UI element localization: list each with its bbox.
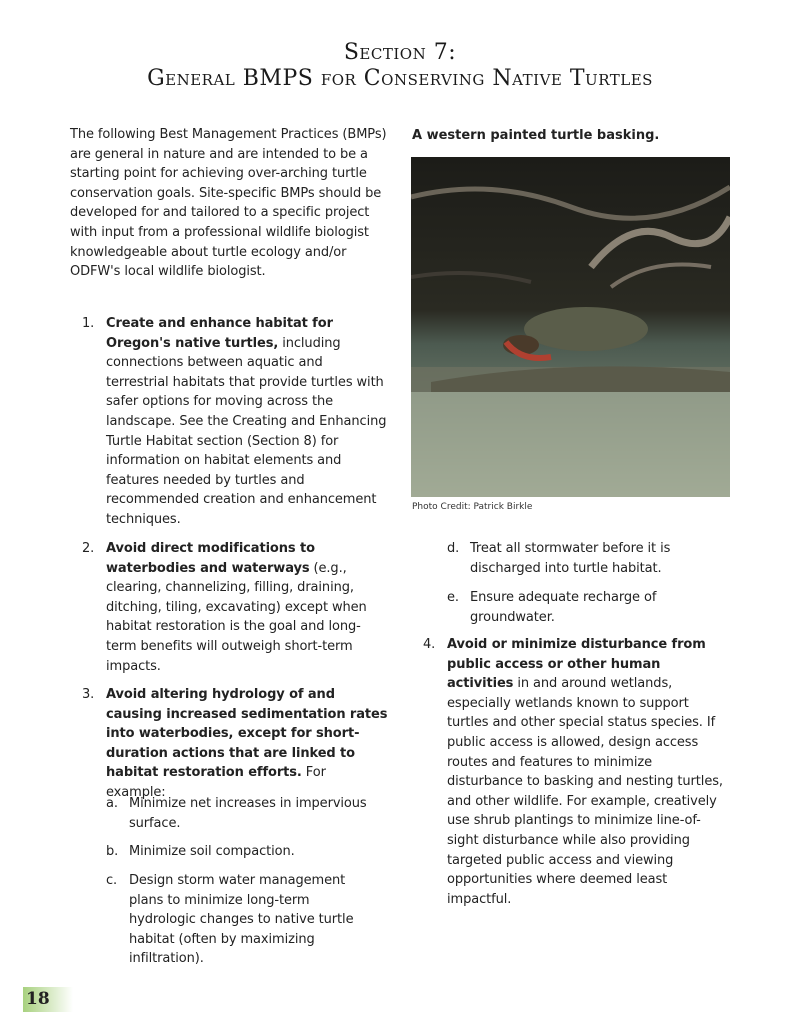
- item-number: 4.: [423, 637, 436, 652]
- item-heading: Avoid direct modifications to waterbodies and waterways: [106, 541, 315, 576]
- sub-item-letter: d.: [447, 541, 460, 556]
- sub-item-letter: c.: [106, 873, 118, 888]
- sub-item-text: Ensure adequate recharge of groundwater.: [470, 590, 657, 625]
- turtle-photo: [411, 157, 730, 497]
- item-number: 2.: [82, 541, 95, 556]
- item-text: in and around wetlands, especially wetlands known to support turtles and other special status species. If public access is allowed, design access routes and features to minimize disturbance to basking and nesting turtles, and other wildlife. For example, creatively use shrub plantings to minimize line-of-sight disturbance while also providing targeted public access and viewing opportunities where deemed least impactful.: [447, 676, 723, 907]
- sub-item-text: Minimize soil compaction.: [129, 844, 295, 859]
- sub-item-text: Minimize net increases in impervious surface.: [129, 796, 367, 831]
- section-number: Section 7:: [343, 40, 457, 65]
- turtle-shell: [524, 307, 648, 351]
- item-heading: Avoid altering hydrology of and causing increased sedimentation rates into waterbodies, except for short-duration actions that are linked to habitat restoration efforts.: [106, 687, 388, 781]
- item-text: including connections between aquatic and terrestrial habitats that provide turtles with safer options for moving across the landscape. See the Creating and Enhancing Turtle Habitat section (Section 8) for information on habitat elements and features needed by turtles and recommended creation and enhancement techniques.: [106, 335, 387, 527]
- photo-credit: Photo Credit: Patrick Birkle: [412, 502, 533, 512]
- item-number: 3.: [82, 687, 95, 702]
- sub-item-letter: a.: [106, 796, 118, 811]
- item-heading: Create and enhance habitat for Oregon's native turtles,: [106, 316, 333, 351]
- sub-item-letter: b.: [106, 844, 119, 859]
- sub-item-letter: e.: [447, 590, 459, 605]
- sub-item-text: Design storm water management plans to minimize long-term hydrologic changes to native turtle habitat (often by maximizing infiltration).: [129, 873, 354, 967]
- intro-paragraph: The following Best Management Practices (BMPs) are general in nature and are intended to be a starting point for achieving over-arching turtle conservation goals. Site-specific BMPs should be developed for and tailored to a specific project with input from a professional wildlife biologist knowledgeable about turtle ecology and/or ODFW's local wildlife biologist.: [70, 127, 387, 280]
- section-heading: General BMPS for Conserving Native Turtles: [147, 66, 653, 91]
- item-text: For example:: [106, 765, 326, 800]
- item-number: 1.: [82, 316, 95, 331]
- page-number: 18: [23, 987, 73, 1012]
- sub-item-text: Treat all stormwater before it is discharged into turtle habitat.: [470, 541, 671, 576]
- figure-caption: A western painted turtle basking.: [412, 128, 660, 143]
- item-heading: Avoid or minimize disturbance from public access or other human activities: [447, 637, 706, 692]
- item-text: (e.g., clearing, channelizing, filling, draining, ditching, tiling, excavating) except when habitat restoration is the goal and long-term benefits will outweigh short-term impacts.: [106, 560, 367, 674]
- section-title: [0, 40, 800, 92]
